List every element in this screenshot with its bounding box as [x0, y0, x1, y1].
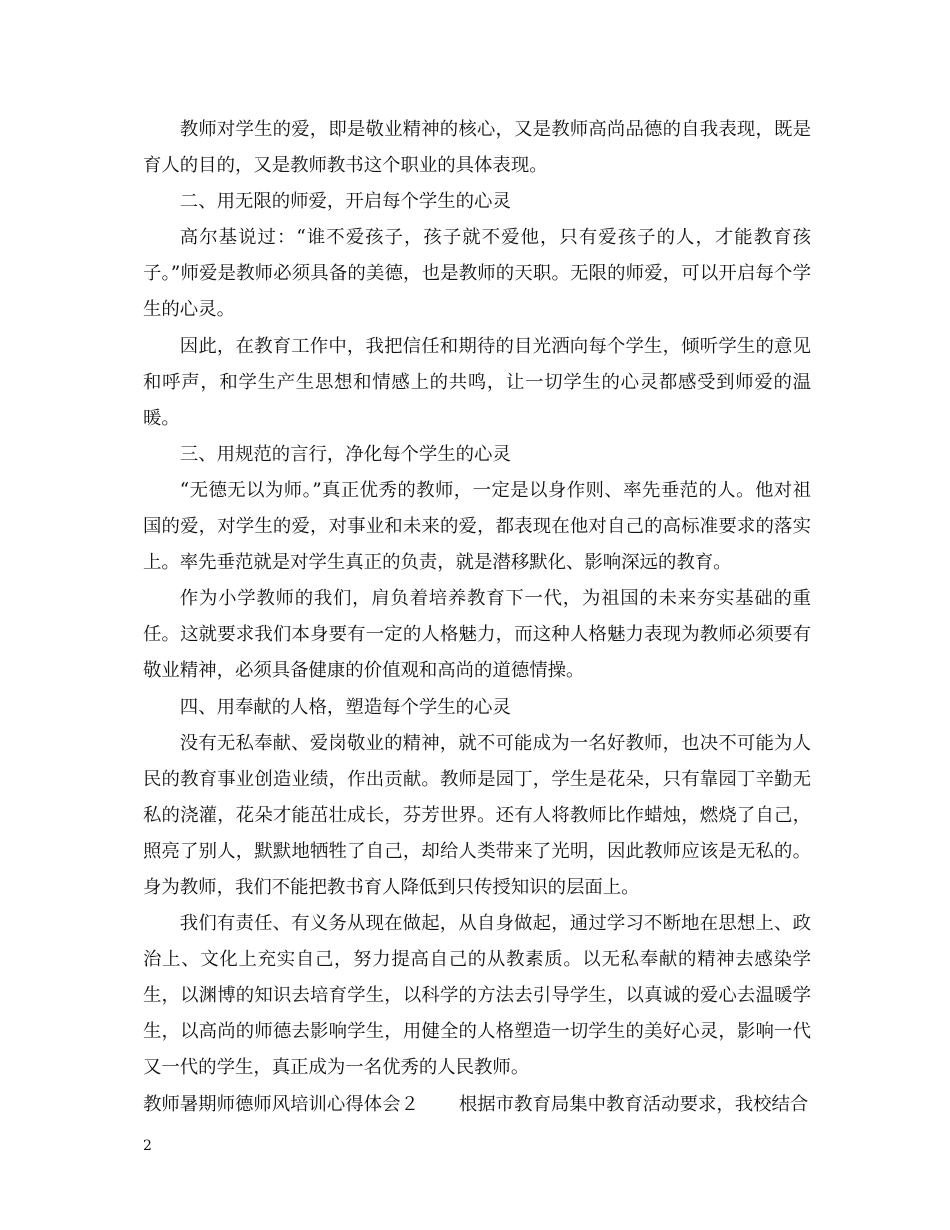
closing-title: 教师暑期师德师风培训心得体会２	[143, 1093, 419, 1115]
paragraph-gorky-quote: 高尔基说过：“谁不爱孩子，孩子就不爱他，只有爱孩子的人，才能教育孩子。”师爱是教师必须具备的美德，也是教师的天职。无限的师爱，可以开启每个学生的心灵。	[143, 227, 811, 321]
closing-text: 根据市教育局集中教育活动要求，我校结合	[458, 1093, 809, 1115]
paragraph-duty: 我们有责任、有义务从现在做起，从自身做起，通过学习不断地在思想上、政治上、文化上充实自己，努力提高自己的从教素质。以无私奉献的精神去感染学生，以渊博的知识去培育学生，以科学的方法去引导学生，以真诚的爱心去温暖学生，以高尚的师德去影响学生，用健全的人格塑造一切学生的美好心灵，影响一代又一代的学生，真正成为一名优秀的人民教师。	[143, 913, 811, 1079]
section-heading-3: 三、用规范的言行，净化每个学生的心灵	[179, 443, 511, 465]
page-number: 2	[143, 1138, 152, 1154]
document-body	[143, 112, 811, 1123]
paragraph-trust: 因此，在教育工作中，我把信任和期待的目光洒向每个学生，倾听学生的意见和呼声，和学生产生思想和情感上的共鸣，让一切学生的心灵都感受到师爱的温暖。	[143, 335, 811, 429]
section-heading-2: 二、用无限的师爱，开启每个学生的心灵	[179, 191, 511, 213]
paragraph-virtue: “无德无以为师。”真正优秀的教师，一定是以身作则、率先垂范的人。他对祖国的爱，对学生的爱，对事业和未来的爱，都表现在他对自己的高标准要求的落实上。率先垂范就是对学生真正的负责，就是潜移默化、影响深远的教育。	[143, 479, 811, 574]
paragraph-dedication: 没有无私奉献、爱岗敬业的精神，就不可能成为一名好教师，也决不可能为人民的教育事业创造业绩，作出贡献。教师是园丁，学生是花朵，只有靠园丁辛勤无私的浇灌，花朵才能茁壮成长，芬芳世界。还有人将教师比作蜡烛，燃烧了自己，照亮了别人，默默地牺牲了自己，却给人类带来了光明，因此教师应该是无私的。身为教师，我们不能把教书育人降低到只传授知识的层面上。	[143, 732, 811, 898]
paragraph-responsibility: 作为小学教师的我们，肩负着培养教育下一代，为祖国的未来夯实基础的重任。这就要求我们本身要有一定的人格魅力，而这种人格魅力表现为教师必须要有敬业精神，必须具备健康的价值观和高尚的道德情操。	[143, 588, 811, 682]
paragraph-teacher-love: 教师对学生的爱，即是敬业精神的核心，又是教师高尚品德的自我表现，既是育人的目的，又是教师教书这个职业的具体表现。	[143, 119, 811, 177]
closing-line	[143, 1087, 811, 1123]
section-heading-4: 四、用奉献的人格，塑造每个学生的心灵	[179, 696, 511, 718]
